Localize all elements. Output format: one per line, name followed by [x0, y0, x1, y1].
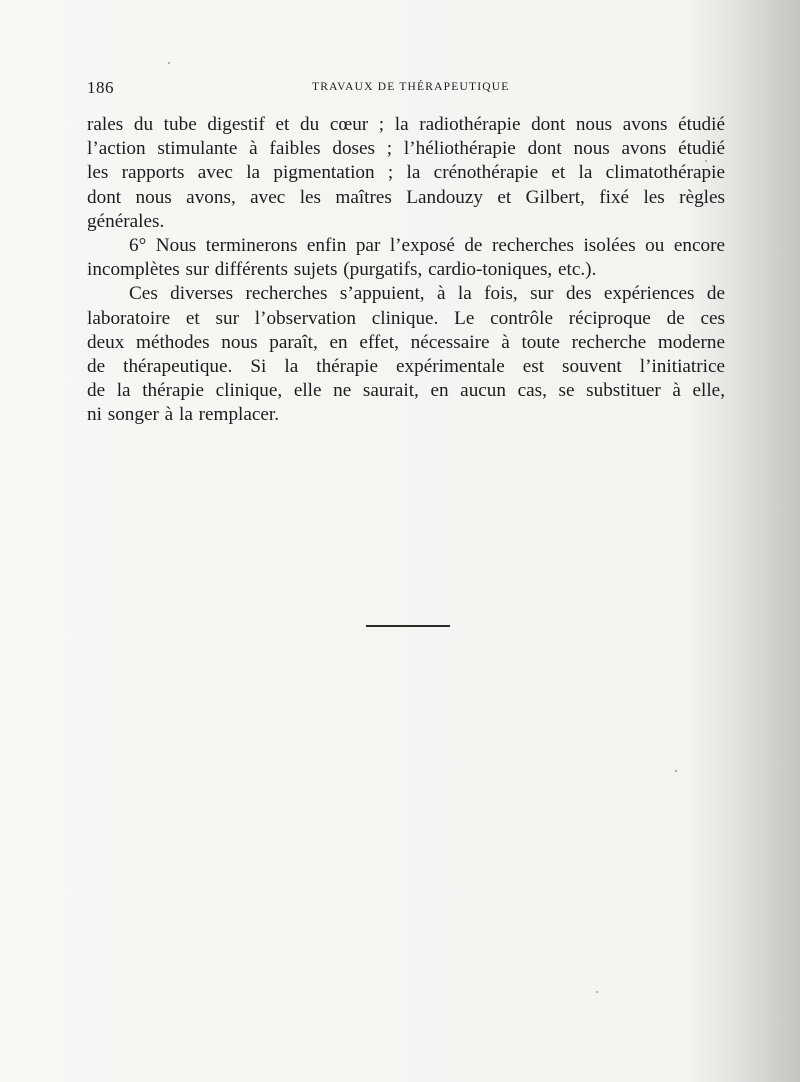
paper-speck: [596, 991, 598, 993]
text-line: ni songer à la remplacer.: [87, 404, 280, 426]
text-line: rales du tube digestif et du cœur ; la radiothérapie dont nous avons étudié: [87, 114, 725, 135]
page-number: 186: [87, 78, 114, 97]
text-line: de la thérapie clinique, elle ne saurait, en aucun cas, se substituer à elle,: [87, 380, 725, 402]
text-line: générales.: [87, 210, 165, 232]
text-line: dont nous avons, avec les maîtres Landouzy et Gilbert, fixé les règles: [87, 186, 725, 208]
text-line: les rapports avec la pigmentation ; la crénothérapie et la climatothérapie: [87, 162, 725, 184]
text-line: incomplètes sur différents sujets (purgatifs, cardio-toniques, etc.).: [87, 259, 597, 281]
text-line: 6° Nous terminerons enfin par l’exposé de recherches isolées ou encore: [129, 235, 725, 257]
text-line: l’action stimulante à faibles doses ; l’héliothérapie dont nous avons étudié: [87, 138, 725, 160]
text-line: laboratoire et sur l’observation clinique. Le contrôle réciproque de ces: [87, 307, 725, 329]
paragraph-continuation: [87, 113, 725, 234]
text-line: Ces diverses recherches s’appuient, à la fois, sur des expériences de: [129, 283, 725, 305]
paper-speck: [705, 160, 707, 162]
paragraph-item-6: [87, 234, 725, 282]
section-end-rule: [366, 625, 450, 627]
paragraph-conclusion: [87, 282, 725, 427]
text-line: deux méthodes nous paraît, en effet, nécessaire à toute recherche moderne: [87, 331, 725, 353]
paper-speck: [675, 770, 677, 772]
text-line: de thérapeutique. Si la thérapie expérimentale est souvent l’initiatrice: [87, 356, 725, 378]
paper-speck: [168, 62, 170, 64]
running-title: TRAVAUX DE THÉRAPEUTIQUE: [312, 81, 510, 93]
body-text: [87, 113, 725, 428]
running-head: [87, 78, 725, 100]
